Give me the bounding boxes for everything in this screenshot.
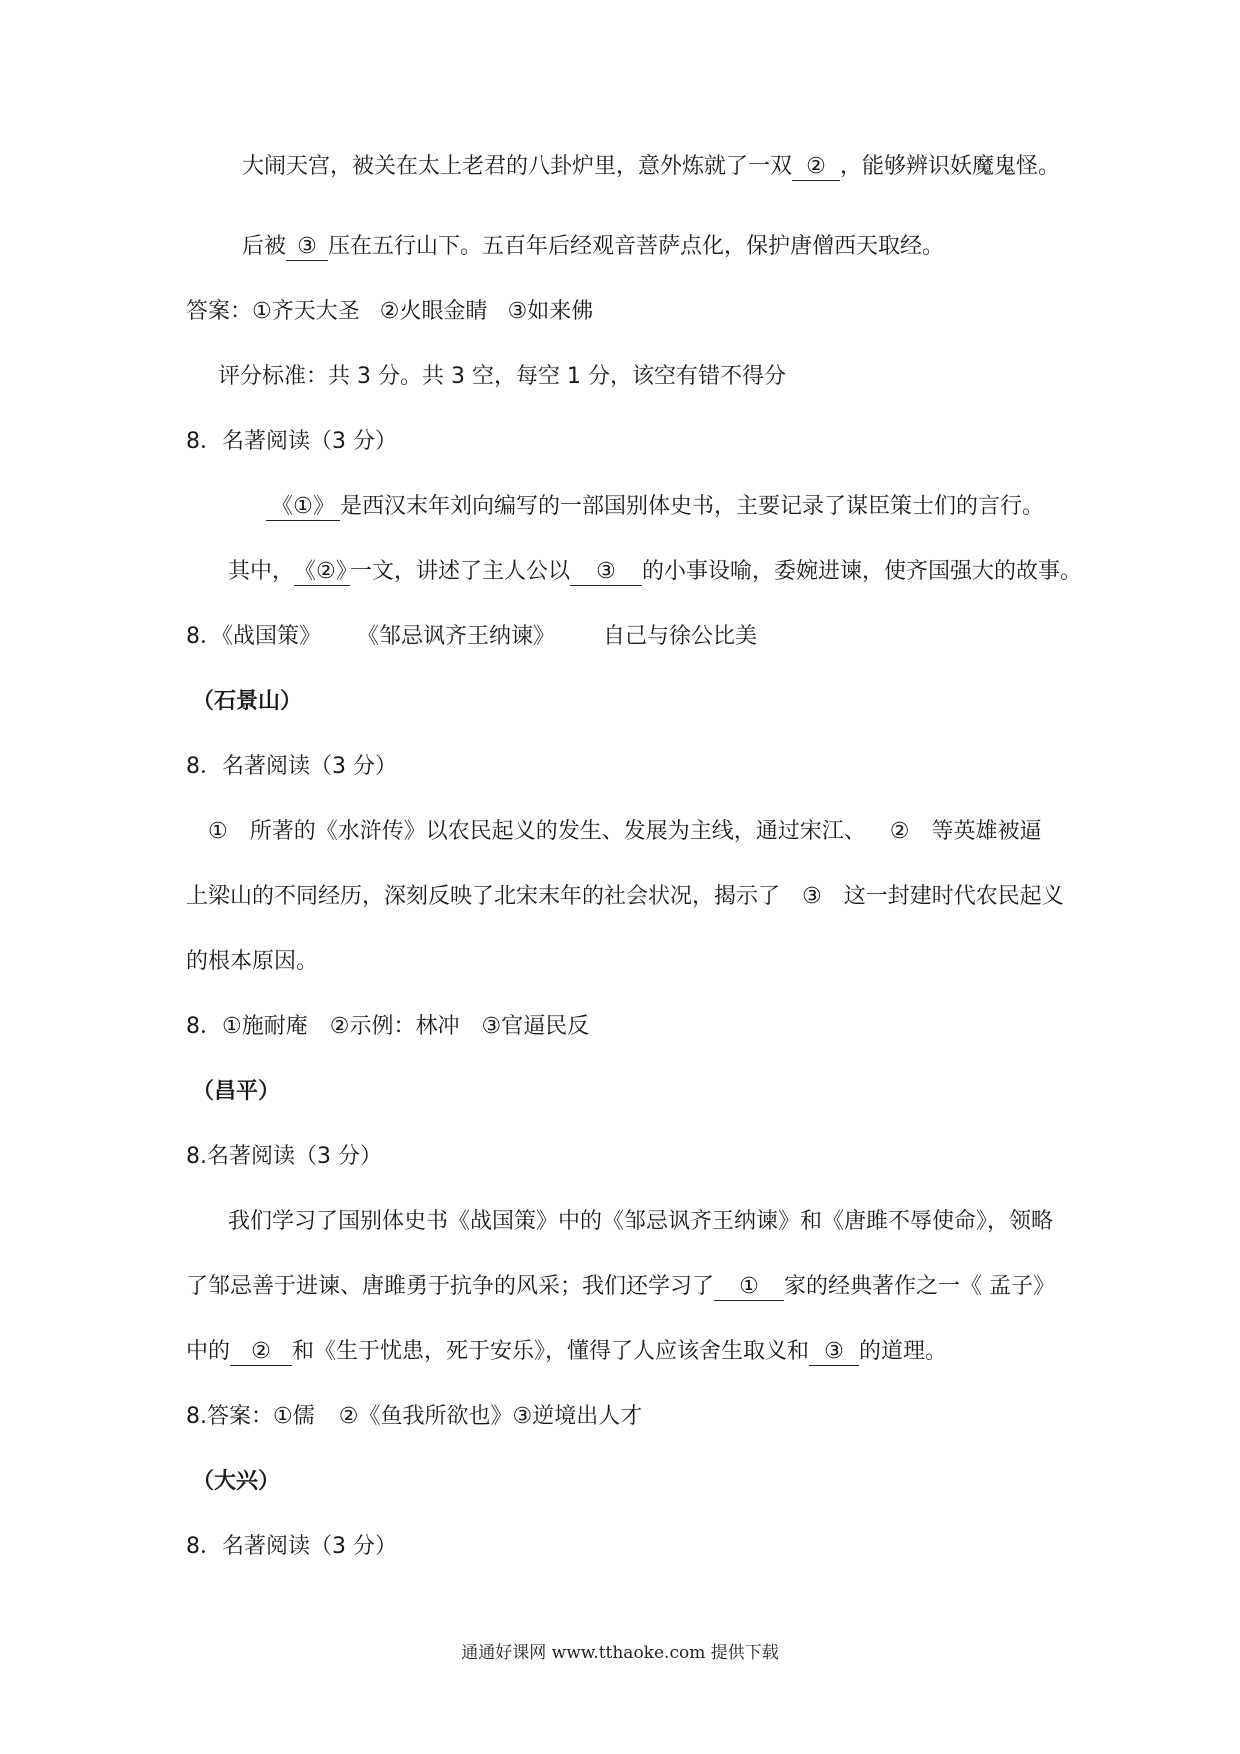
question-line: ① 所著的《水浒传》以农民起义的发生、发展为主线，通过宋江、 ② 等英雄被逼 xyxy=(208,819,1042,844)
question-heading: 8．名著阅读（3 分） xyxy=(186,429,397,454)
question-line: 了邹忌善于进谏、唐雎勇于抗争的风采；我们还学习了 ① 家的经典著作之一《 孟子》 xyxy=(186,1274,1056,1299)
district-heading: （昌平） xyxy=(192,1079,281,1104)
fill-blank: 《①》 xyxy=(266,494,340,521)
question-heading: 8．名著阅读（3 分） xyxy=(186,754,397,779)
district-heading: （大兴） xyxy=(192,1469,281,1494)
question-heading: 8．名著阅读（3 分） xyxy=(186,1534,397,1559)
answer-line: 8.答案：①儒 ②《鱼我所欲也》③逆境出人才 xyxy=(186,1404,643,1429)
question-line: 上梁山的不同经历，深刻反映了北宋末年的社会状况，揭示了 ③ 这一封建时代农民起义 xyxy=(186,884,1064,909)
fill-blank: ② xyxy=(792,154,840,181)
fill-blank: 《②》 xyxy=(294,559,358,584)
question-line: 其中，《②》一文，讲述了主人公以 ③ 的小事设喻，委婉进谏，使齐国强大的故事。 xyxy=(228,559,1083,584)
fill-blank: ③ xyxy=(286,234,328,261)
fill-blank: ① xyxy=(714,1274,784,1301)
scoring-criteria: 评分标准：共 3 分。共 3 空，每空 1 分，该空有错不得分 xyxy=(218,364,786,389)
answer-line: 答案：①齐天大圣 ②火眼金睛 ③如来佛 xyxy=(186,299,594,324)
question-line: 中的 ② 和《生于忧患，死于安乐》，懂得了人应该舍生取义和 ③ 的道理。 xyxy=(186,1339,948,1364)
question-line: 我们学习了国别体史书《战国策》中的《邹忌讽齐王纳谏》和《唐雎不辱使命》，领略 xyxy=(228,1209,1054,1234)
answer-line: 8．《战国策》 《邹忌讽齐王纳谏》 自己与徐公比美 xyxy=(186,624,758,649)
fill-blank: ② xyxy=(230,1339,292,1366)
story-line-2: 后被 ③ 压在五行山下。五百年后经观音菩萨点化，保护唐僧西天取经。 xyxy=(242,234,945,259)
answer-line: 8．①施耐庵 ②示例：林冲 ③官逼民反 xyxy=(186,1014,590,1039)
question-line: 《①》 是西汉末年刘向编写的一部国别体史书，主要记录了谋臣策士们的言行。 xyxy=(266,492,1044,522)
district-heading: （石景山） xyxy=(192,689,303,714)
fill-blank: ③ xyxy=(809,1339,859,1366)
footer-watermark: 通通好课网 www.tthaoke.com 提供下载 xyxy=(461,1643,779,1663)
question-line: 的根本原因。 xyxy=(186,949,319,974)
fill-blank: ③ xyxy=(570,559,642,586)
question-heading: 8.名著阅读（3 分） xyxy=(186,1144,382,1169)
story-line-1: 大闹天宫，被关在太上老君的八卦炉里，意外炼就了一双 ② ，能够辨识妖魔鬼怪。 xyxy=(242,154,1061,179)
